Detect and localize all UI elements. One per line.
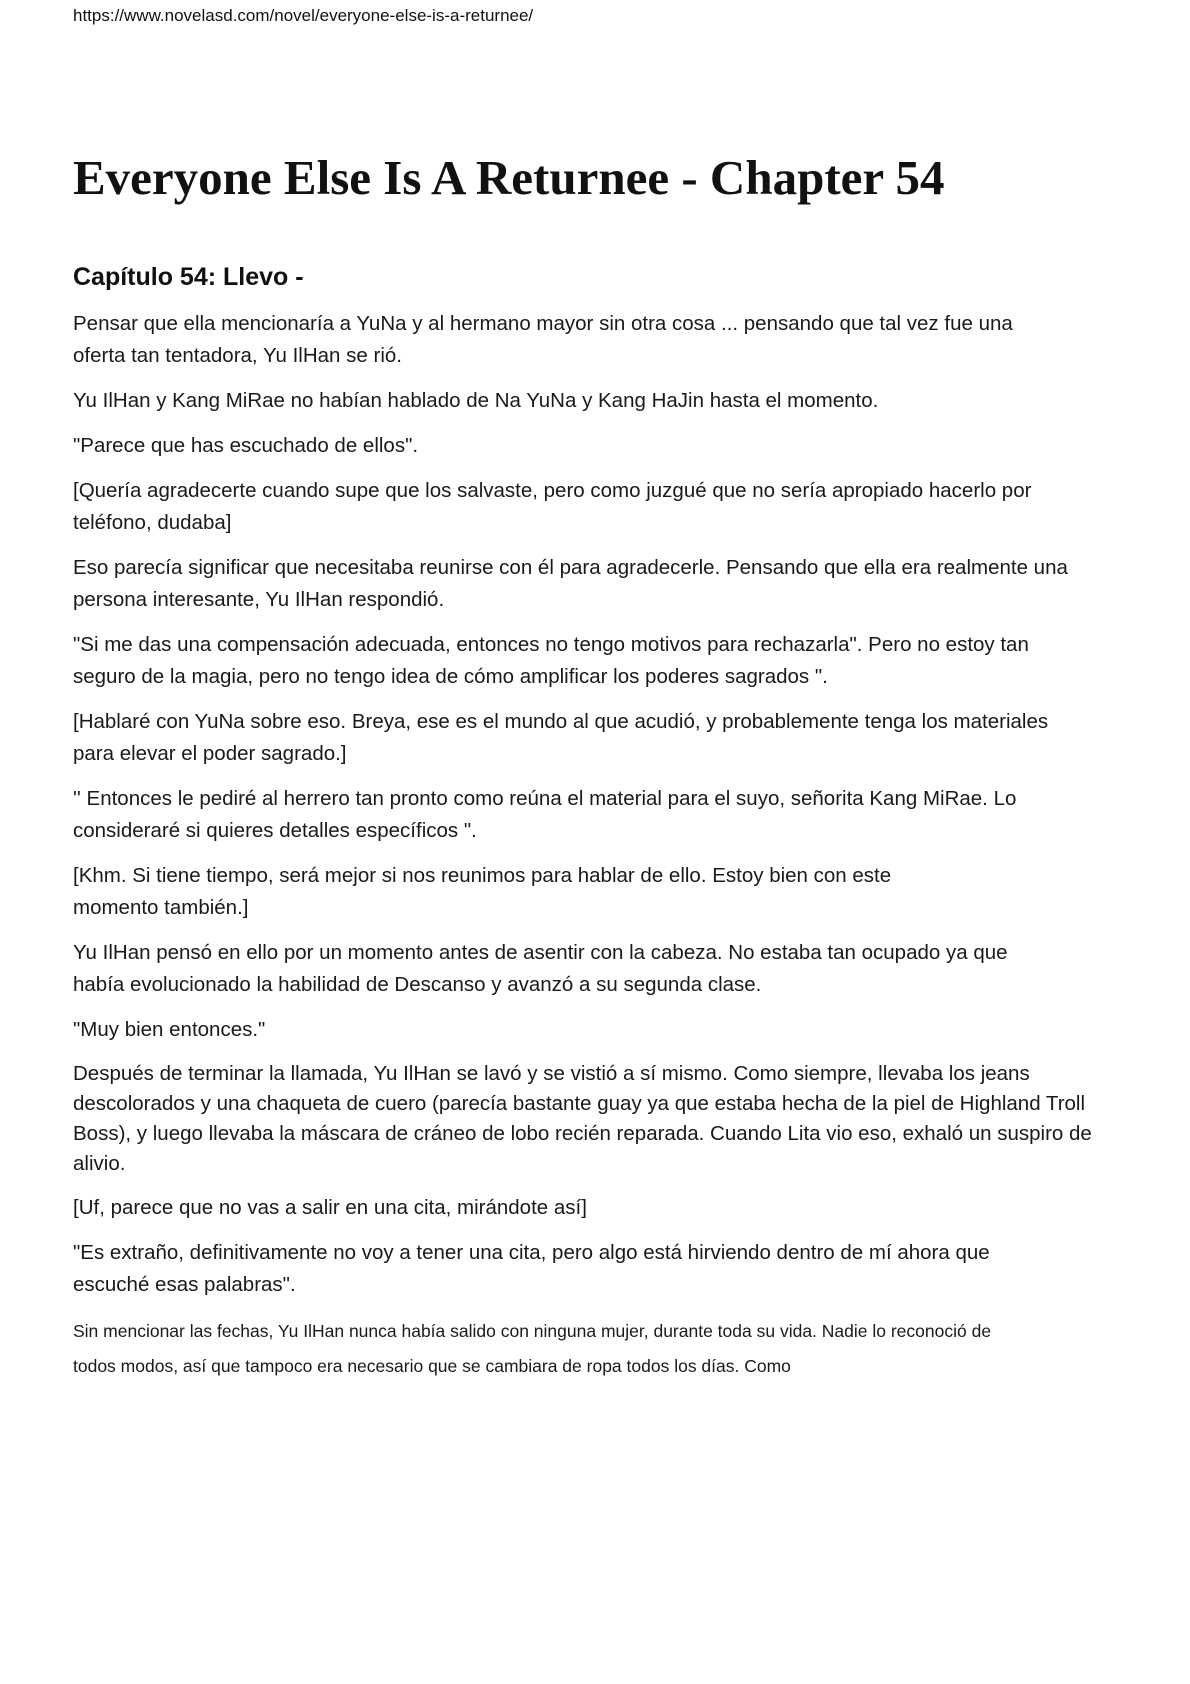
paragraph: '' Entonces le pediré al herrero tan pronto como reúna el material para el suyo, señorita Kang MiRae. Lo consideraré si quieres detalles específicos ". xyxy=(73,787,1017,842)
chapter-subtitle: Capítulo 54: Llevo - xyxy=(73,263,304,291)
paragraph: Yu IlHan y Kang MiRae no habían hablado de Na YuNa y Kang HaJin hasta el momento. xyxy=(73,389,879,412)
paragraph: Pensar que ella mencionaría a YuNa y al hermano mayor sin otra cosa ... pensando que tal vez fue una oferta tan tentadora, Yu IlHan se rió. xyxy=(73,312,1013,367)
paragraph: Después de terminar la llamada, Yu IlHan se lavó y se vistió a sí mismo. Como siempre, llevaba los jeans descolorados y una chaqueta de cuero (parecía bastante guay ya que estaba hecha de la piel de Highland Troll Boss), y luego llevaba la máscara de cráneo de lobo recién reparada. Cuando Lita vio eso, exhaló un suspiro de alivio. xyxy=(73,1062,1092,1175)
paragraph: "Si me das una compensación adecuada, entonces no tengo motivos para rechazarla". Pero no estoy tan seguro de la magia, pero no tengo idea de cómo amplificar los poderes sagrados ". xyxy=(73,633,1029,688)
paragraph: "Parece que has escuchado de ellos". xyxy=(73,434,419,457)
paragraph: [Hablaré con YuNa sobre eso. Breya, ese es el mundo al que acudió, y probablemente tenga los materiales para elevar el poder sagrado.] xyxy=(73,710,1049,765)
paragraph: Eso parecía significar que necesitaba reunirse con él para agradecerle. Pensando que ella era realmente una persona interesante, Yu IlHan respondió. xyxy=(73,556,1068,611)
paragraph: [Khm. Si tiene tiempo, será mejor si nos reunimos para hablar de ello. Estoy bien con este momento también.] xyxy=(73,864,892,919)
paragraph: "Muy bien entonces." xyxy=(73,1018,266,1041)
paragraph: Yu IlHan pensó en ello por un momento antes de asentir con la cabeza. No estaba tan ocupado ya que había evolucionado la habilidad de Descanso y avanzó a su segunda clase. xyxy=(73,941,1008,996)
document-body xyxy=(73,150,1113,1397)
paragraph: [Quería agradecerte cuando supe que los salvaste, pero como juzgué que no sería apropiado hacerlo por teléfono, dudaba] xyxy=(73,479,1032,534)
page-url: https://www.novelasd.com/novel/everyone-else-is-a-returnee/ xyxy=(73,6,534,25)
paragraph: [Uf, parece que no vas a salir en una cita, mirándote así] xyxy=(73,1196,587,1219)
document-title: Everyone Else Is A Returnee - Chapter 54 xyxy=(73,150,945,205)
paragraph: Sin mencionar las fechas, Yu IlHan nunca había salido con ninguna mujer, durante toda su vida. Nadie lo reconoció de todos modos, así que tampoco era necesario que se cambiara de ropa todos los días. Como xyxy=(73,1321,992,1376)
paragraph: "Es extraño, definitivamente no voy a tener una cita, pero algo está hirviendo dentro de mí ahora que escuché esas palabras". xyxy=(73,1241,990,1296)
